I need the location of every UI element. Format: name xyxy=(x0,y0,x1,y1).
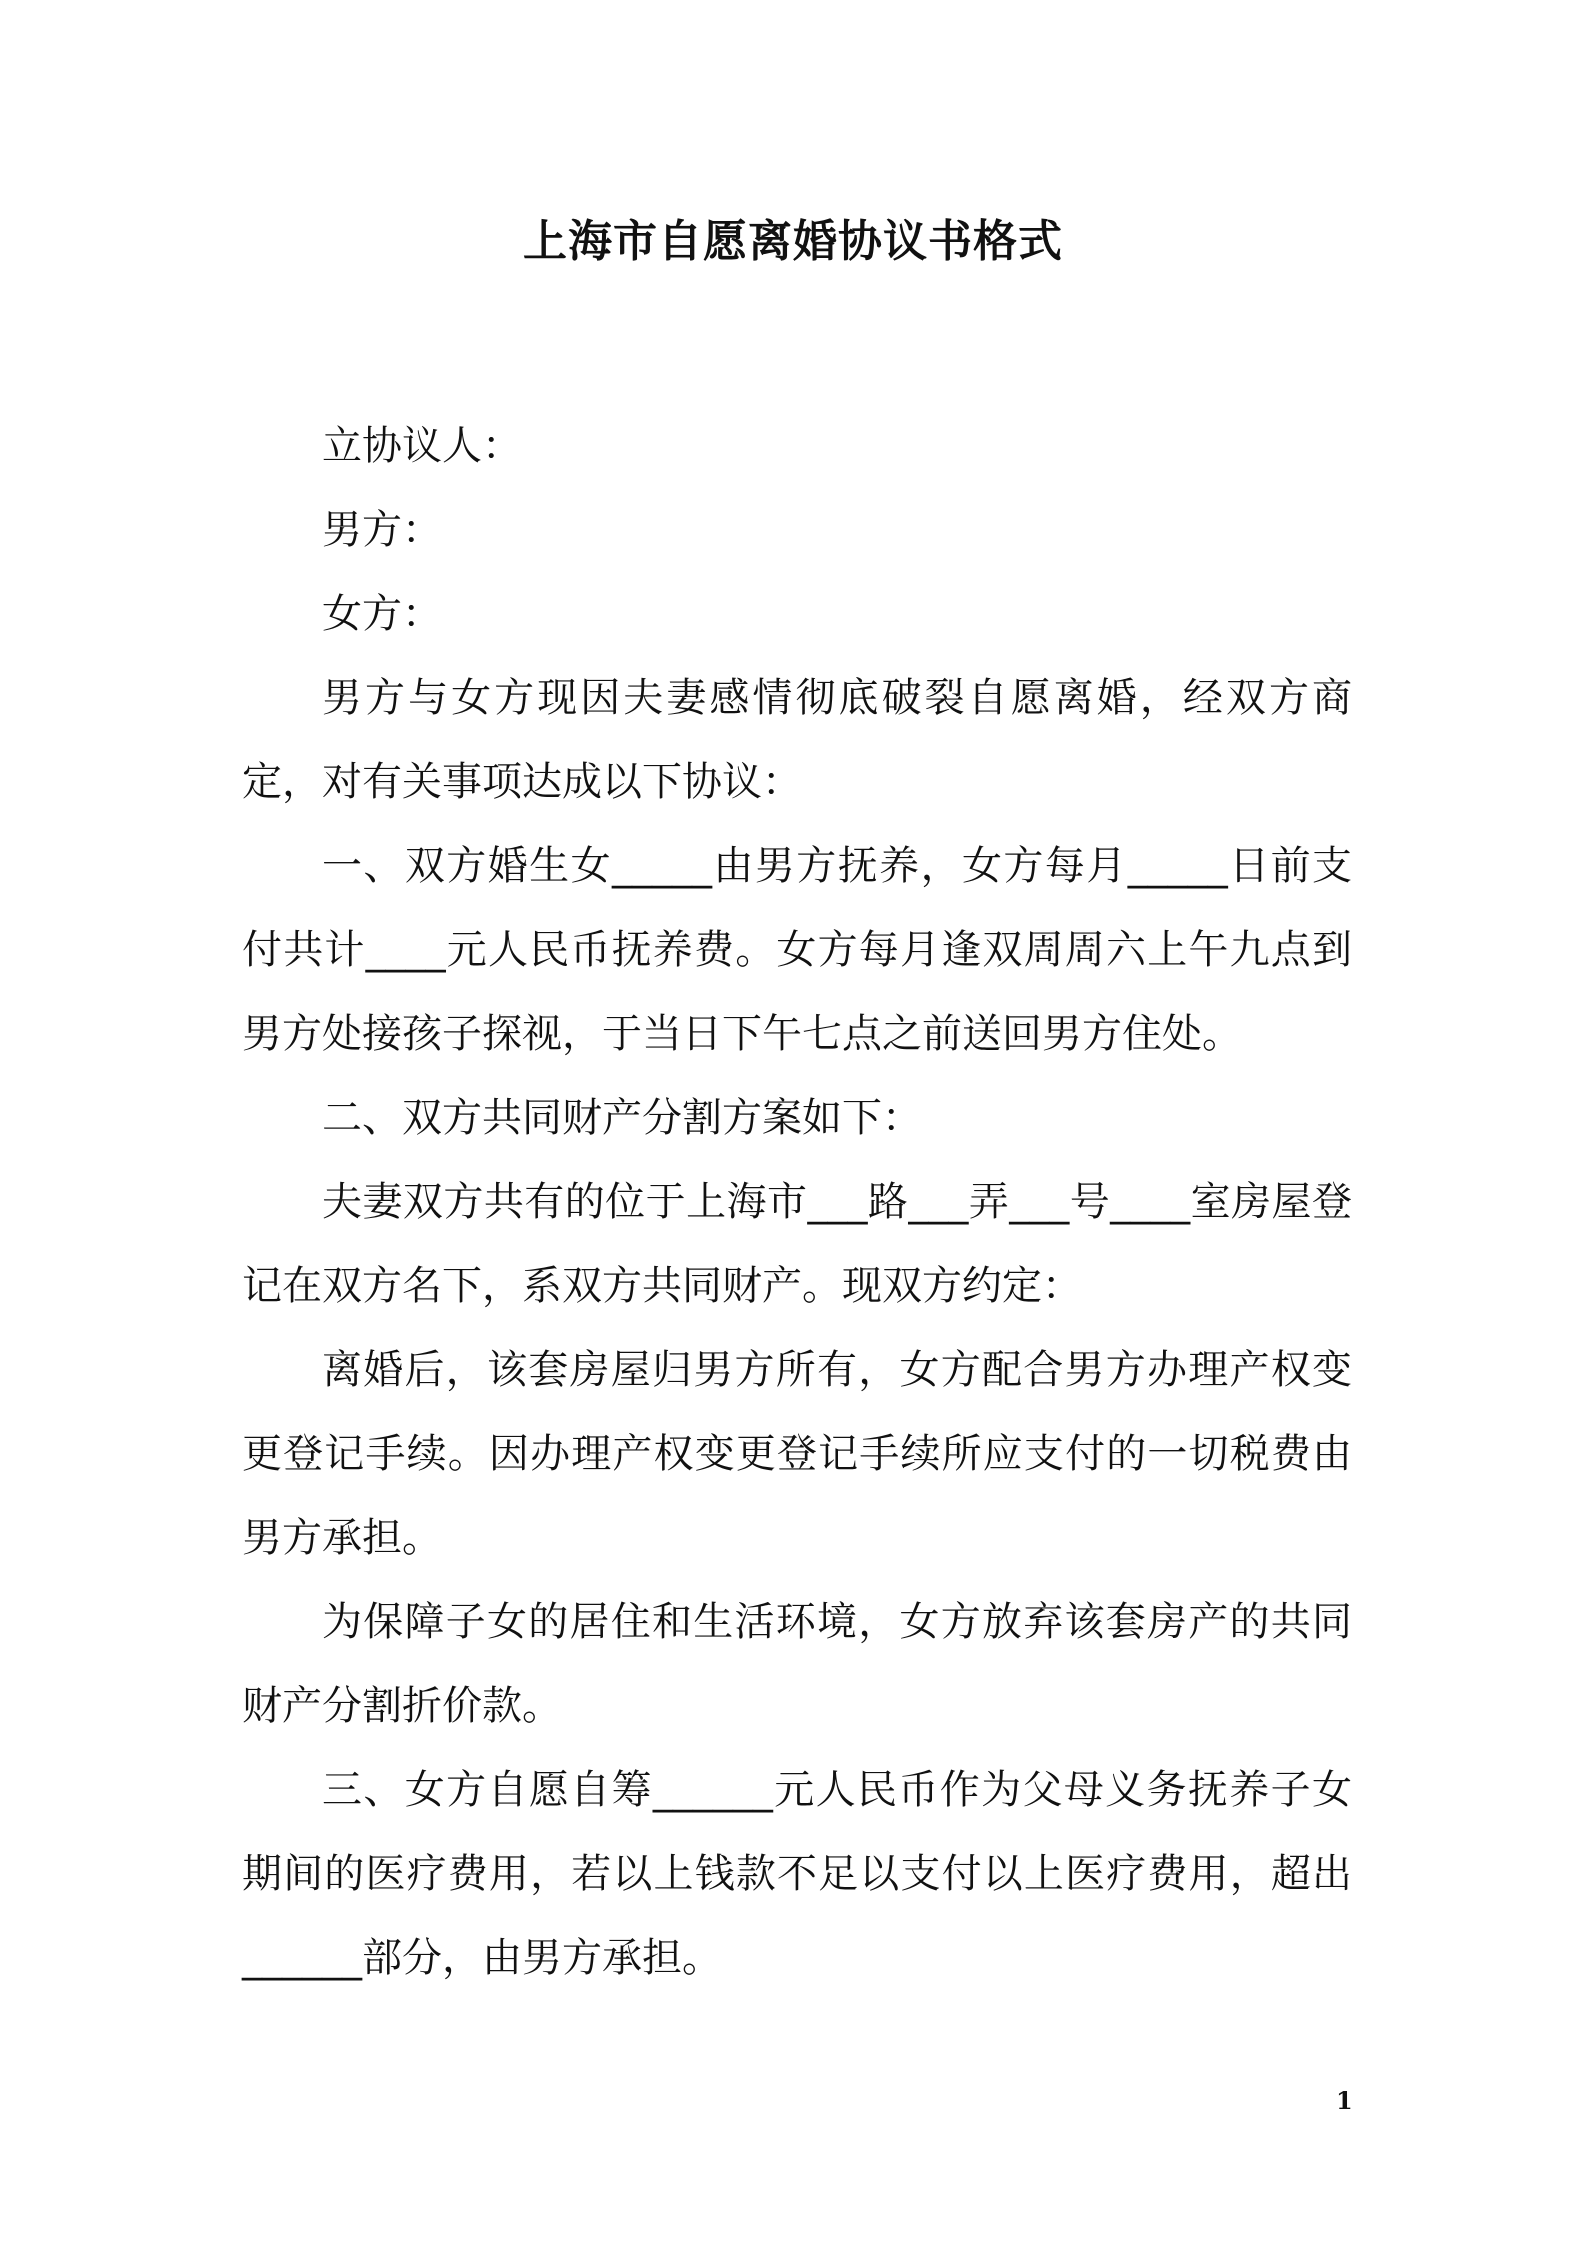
paragraph-property-ownership: 离婚后，该套房屋归男方所有，女方配合男方办理产权变更登记手续。因办理产权变更登记手续所应支付的一切税费由男方承担。 xyxy=(242,1347,1352,1561)
paragraph-property-waiver: 为保障子女的居住和生活环境，女方放弃该套房产的共同财产分割折价款。 xyxy=(242,1599,1352,1729)
document-body xyxy=(242,404,1352,2000)
paragraph-clause-2-heading: 二、双方共同财产分割方案如下： xyxy=(322,1095,922,1141)
paragraph-clause-3: 三、女方自愿自筹______元人民币作为父母义务抚养子女期间的医疗费用，若以上钱款不足以支付以上医疗费用，超出______部分，由男方承担。 xyxy=(242,1767,1352,1981)
document-title: 上海市自愿离婚协议书格式 xyxy=(523,216,1063,267)
paragraph-clause-1: 一、双方婚生女_____由男方抚养，女方每月_____日前支付共计____元人民币抚养费。女方每月逢双周周六上午九点到男方处接孩子探视，于当日下午七点之前送回男方住处。 xyxy=(242,843,1352,1057)
paragraph-signatories: 立协议人： xyxy=(322,423,522,469)
paragraph-property: 夫妻双方共有的位于上海市___路___弄___号____室房屋登记在双方名下，系双方共同财产。现双方约定： xyxy=(242,1179,1352,1309)
paragraph-female-party: 女方： xyxy=(322,591,442,637)
paragraph-male-party: 男方： xyxy=(322,507,442,553)
paragraph-preamble: 男方与女方现因夫妻感情彻底破裂自愿离婚，经双方商定，对有关事项达成以下协议： xyxy=(242,675,1352,805)
page-number: 1 xyxy=(1336,2086,1353,2115)
